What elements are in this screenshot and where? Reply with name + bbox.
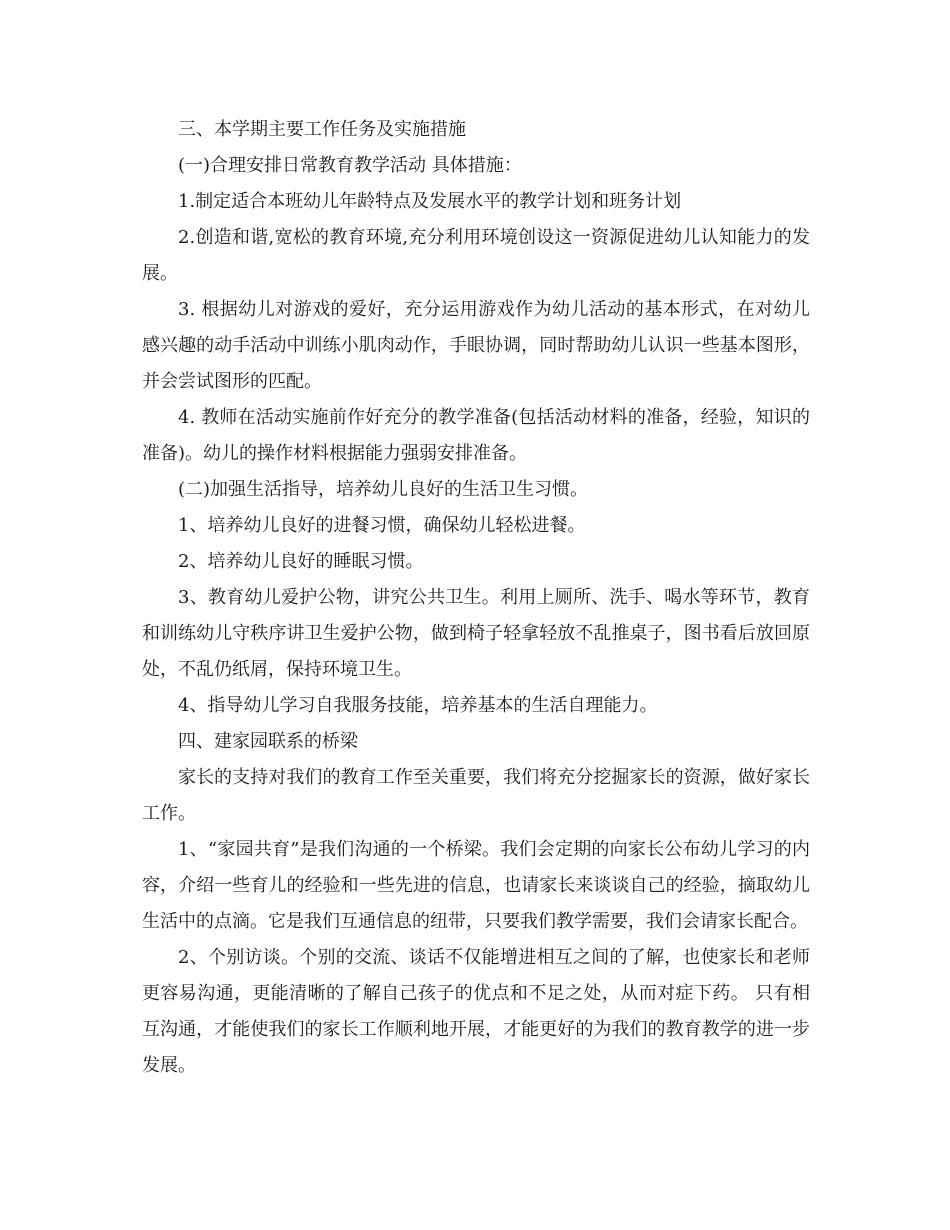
paragraph: 3、教育幼儿爱护公物，讲究公共卫生。利用上厕所、洗手、喝水等环节，教育和训练幼儿守秩序讲卫生爱护公物，做到椅子轻拿轻放不乱推桌子，图书看后放回原处，不乱仍纸屑，保持环境卫生。 [142, 587, 810, 680]
paragraph: 4、指导幼儿学习自我服务技能，培养基本的生活自理能力。 [178, 695, 658, 716]
subsection-heading-2: (二)加强生活指导，培养幼儿良好的生活卫生习惯。 [178, 479, 589, 500]
paragraph: 家长的支持对我们的教育工作至关重要，我们将充分挖掘家长的资源，做好家长工作。 [142, 767, 810, 824]
paragraph: 1、培养幼儿良好的进餐习惯，确保幼儿轻松进餐。 [178, 515, 586, 536]
paragraph: 2、个别访谈。个别的交流、谈话不仅能增进相互之间的了解，也使家长和老师更容易沟通，更能清晰的了解自己孩子的优点和不足之处，从而对症下药。 只有相互沟通，才能使我们的家长工作顺利地开展，才能更好的为我们的教育教学的进一步发展。 [142, 947, 810, 1076]
paragraph: 4. 教师在活动实施前作好充分的教学准备(包括活动材料的准备，经验，知识的准备)。幼儿的操作材料根据能力强弱安排准备。 [142, 407, 810, 464]
paragraph: 2.创造和谐,宽松的教育环境,充分利用环境创设这一资源促进幼儿认知能力的发展。 [142, 227, 810, 284]
section-heading-4: 四、建家园联系的桥梁 [178, 731, 358, 752]
paragraph: 1.制定适合本班幼儿年龄特点及发展水平的教学计划和班务计划 [178, 191, 682, 212]
document-body [142, 112, 810, 1084]
paragraph: 2、培养幼儿良好的睡眠习惯。 [178, 551, 424, 572]
section-heading-3: 三、本学期主要工作任务及实施措施 [178, 119, 466, 140]
subsection-heading-1: (一)合理安排日常教育教学活动 具体措施： [178, 155, 522, 176]
paragraph: 1、“家园共育”是我们沟通的一个桥梁。我们会定期的向家长公布幼儿学习的内容，介绍一些育儿的经验和一些先进的信息，也请家长来谈谈自己的经验，摘取幼儿生活中的点滴。它是我们互通信息的纽带，只要我们教学需要，我们会请家长配合。 [142, 839, 810, 932]
paragraph: 3. 根据幼儿对游戏的爱好，充分运用游戏作为幼儿活动的基本形式，在对幼儿感兴趣的动手活动中训练小肌肉动作，手眼协调，同时帮助幼儿认识一些基本图形，并会尝试图形的匹配。 [142, 299, 810, 392]
